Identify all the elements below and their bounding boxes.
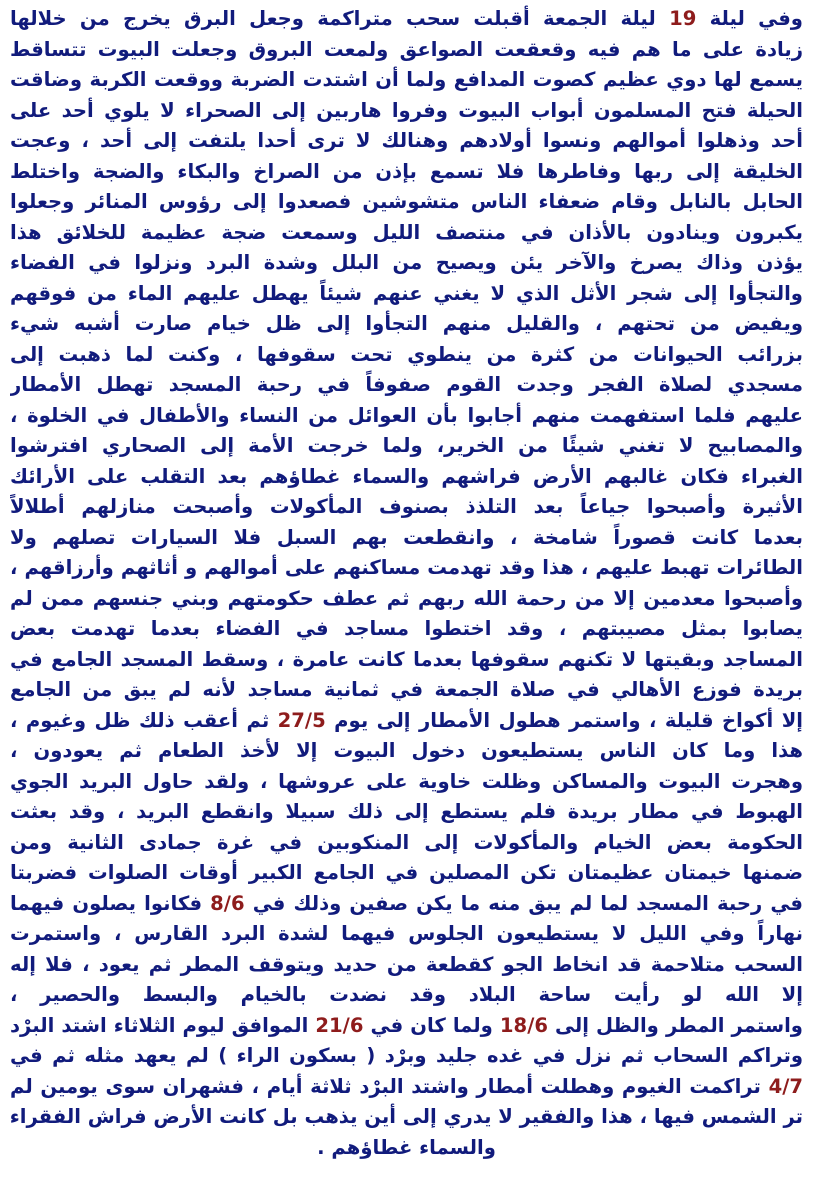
highlighted-date: 27/5 <box>277 708 326 732</box>
text-segment: والسماء غطاؤهم . <box>317 1135 496 1159</box>
text-line <box>10 309 803 340</box>
text-line <box>10 767 803 798</box>
text-segment: ثم أعقب ذلك ظل وغيوم ، <box>10 708 278 732</box>
text-segment: والمصابيح لا تغني شيئًا من الخرير، ولما خرجت الأمة إلى الصحاري افترشوا <box>10 434 803 457</box>
highlighted-date: 21/6 <box>315 1013 364 1037</box>
text-segment: الخليقة إلى ربها وفاطرها فلا تسمع بإذن من الصراخ والبكاء والضجة واختلط <box>10 159 803 183</box>
text-segment: أحد وذهلوا أموالهم ونسوا أولادهم وهنالك لا ترى أحدا يلتفت إلى أحد ، وعجت <box>10 129 803 152</box>
text-line <box>10 523 803 554</box>
text-segment: واستمر المطر والظل إلى <box>547 1013 803 1037</box>
text-line <box>10 1011 803 1042</box>
text-line <box>10 645 803 676</box>
text-line <box>10 431 803 462</box>
text-segment: ليلة الجمعة أقبلت سحب متراكمة وجعل البرق يخرج من خلالها <box>10 7 670 30</box>
text-line <box>10 706 803 737</box>
text-segment: عليهم فلما استفهمت منهم أجابوا بأن العوائل من النساء والأطفال في الخلوة ، <box>10 403 803 427</box>
text-segment: ويفيض من تحتهم ، والقليل منهم التجأوا إلى ظل خيام صارت أشبه شيء <box>10 312 803 335</box>
text-segment: الطائرات تهبط عليهم ، هذا وقد تهدمت مساكنهم على أموالهم و أثاثهم وأرزاقهم ، <box>10 556 803 579</box>
text-line <box>10 248 803 279</box>
text-segment: وتراكم السحاب ثم نزل في غده جليد وبرْد ( بسكون الراء ) لم يعهد مثله ثم في <box>10 1044 803 1067</box>
text-segment: وفي ليلة <box>696 7 803 30</box>
text-line <box>10 980 803 1011</box>
text-segment: السحب متلاحمة قد انخاط الجو كقطعة من حديد ويتوقف المطر ثم يعود ، فلا إله <box>10 952 803 976</box>
text-line <box>10 401 803 432</box>
text-segment: بريدة فوزع الأهالي في صلاة الجمعة في ثمانية مساجد لأنه لم يبق من الجامع <box>10 678 803 701</box>
highlighted-date: 19 <box>669 7 697 30</box>
text-line <box>10 1041 803 1072</box>
text-segment: الحابل بالنابل وقام ضعفاء الناس متشوشين فصعدوا إلى رؤوس المنائر وجعلوا <box>10 190 803 213</box>
text-segment: الموافق ليوم الثلاثاء اشتد البرْد <box>10 1013 316 1037</box>
highlighted-date: 18/6 <box>499 1013 548 1037</box>
text-segment: يسمع لها دوي عظيم كصوت المدافع ولما أن اشتدت الضربة ووقعت الكربة وضاقت <box>10 68 803 91</box>
text-line <box>10 1102 803 1133</box>
text-segment: الغبراء فكان غالبهم الأرض فراشهم والسماء غطاؤهم بعد التقلب على الأرائك <box>10 464 803 488</box>
text-line <box>10 340 803 371</box>
text-line <box>10 462 803 493</box>
text-segment: يؤذن وذاك يصرخ والآخر يئن ويصيح من البلل وشدة البرد ونزلوا في الفضاء <box>10 251 803 274</box>
text-segment: إلا الله لو رأيت ساحة البلاد وقد نضدت بالخيام والبسط والحصير ، <box>10 983 803 1006</box>
text-segment: إلا أكواخ قليلة ، واستمر هطول الأمطار إلى يوم <box>325 708 803 732</box>
text-segment: تراكمت الغيوم وهطلت أمطار واشتد البرْد ثلاثة أيام ، فشهران سوى يومين لم <box>10 1074 769 1098</box>
text-segment: هذا وما كان الناس يستطيعون دخول البيوت إلا لأخذ الطعام ثم يعودون ، <box>10 739 803 762</box>
text-segment: الحكومة بعض الخيام والمأكولات إلى المنكوبين في غرة جمادى الثانية ومن <box>10 830 803 854</box>
text-line <box>10 35 803 66</box>
text-line <box>10 1133 803 1164</box>
text-line <box>10 553 803 584</box>
text-line <box>10 96 803 127</box>
text-segment: مسجدي لصلاة الفجر وجدت القوم صفوفاً في رحبة المسجد تهطل الأمطار <box>10 373 803 396</box>
text-segment: يصابوا بمثل مصيبتهم ، وقد اختطوا مساجد في الفضاء بعدما تهدمت بعض <box>10 617 803 640</box>
text-segment: نهاراً وفي الليل لا يستطيعون الجلوس فيهما لشدة البرد القارس ، واستمرت <box>10 922 803 945</box>
text-line <box>10 187 803 218</box>
text-line <box>10 126 803 157</box>
text-line <box>10 279 803 310</box>
text-segment: ضمنها خيمتان عظيمتان تكن المصلين في الجامع الكبير أوقات الصلوات فضربتا <box>10 861 803 884</box>
text-line <box>10 736 803 767</box>
text-line <box>10 65 803 96</box>
text-segment: ولما كان في <box>363 1013 500 1037</box>
text-line <box>10 4 803 35</box>
text-line <box>10 828 803 859</box>
text-segment: بزرائب الحيوانات من كثرة من ينطوي تحت سقوفها ، وكنت لما ذهبت إلى <box>10 342 803 366</box>
text-line <box>10 675 803 706</box>
text-segment: المساجد وبقيتها لا تكنهم سقوفها بعدما كانت عامرة ، وسقط المسجد الجامع في <box>10 647 803 671</box>
highlighted-date: 4/7 <box>768 1074 803 1098</box>
text-segment: في رحبة المسجد لما لم يبق منه ما يكن صفين وذلك في <box>244 891 803 915</box>
text-line <box>10 584 803 615</box>
text-segment: يكبرون وينادون بالأذان في منتصف الليل وسمعت ضجة عظيمة للخلائق هذا <box>10 220 803 244</box>
text-line <box>10 1072 803 1103</box>
text-segment: فكانوا يصلون فيهما <box>10 891 211 915</box>
text-line <box>10 919 803 950</box>
text-segment: بعدما كانت قصوراً شامخة ، وانقطعت بهم السبل فلا السيارات تصلهم ولا <box>10 525 803 549</box>
text-line <box>10 492 803 523</box>
text-line <box>10 950 803 981</box>
text-segment: تر الشمس فيها ، هذا والفقير لا يدري إلى أين يذهب بل كانت الأرض فراش الفقراء <box>10 1105 803 1128</box>
text-line <box>10 370 803 401</box>
text-line <box>10 614 803 645</box>
text-line <box>10 218 803 249</box>
highlighted-date: 8/6 <box>210 891 245 915</box>
text-line <box>10 889 803 920</box>
text-segment: وهجرت البيوت والمساكن وظلت خاوية على عروشها ، ولقد حاول البريد الجوي <box>10 769 803 793</box>
text-line <box>10 797 803 828</box>
text-segment: والتجأوا إلى شجر الأثل الذي لا يغني عنهم شيئاً يهطل عليهم الماء من فوقهم <box>10 281 803 305</box>
text-line <box>10 157 803 188</box>
text-line <box>10 858 803 889</box>
text-segment: الهبوط في مطار بريدة فلم يستطع إلى ذلك سبيلا وانقطع البريد ، وقد بعثت <box>10 800 803 823</box>
text-segment: الحيلة فتح المسلمون أبواب البيوت وفروا هاربين إلى الصحراء لا يلوي أحد على <box>10 98 803 122</box>
text-segment: زيادة على ما هم فيه وقعقعت الصواعق ولمعت البروق وجعلت البيوت تتساقط <box>10 37 803 61</box>
text-segment: وأصبحوا معدمين إلا من رحمة الله ربهم ثم عطف حكومتهم وبني جنسهم ممن لم <box>10 586 803 610</box>
text-segment: الأثيرة وأصبحوا جياعاً بعد التلذذ بصنوف المأكولات وأصبحت منازلهم أطلالاً <box>10 495 803 518</box>
